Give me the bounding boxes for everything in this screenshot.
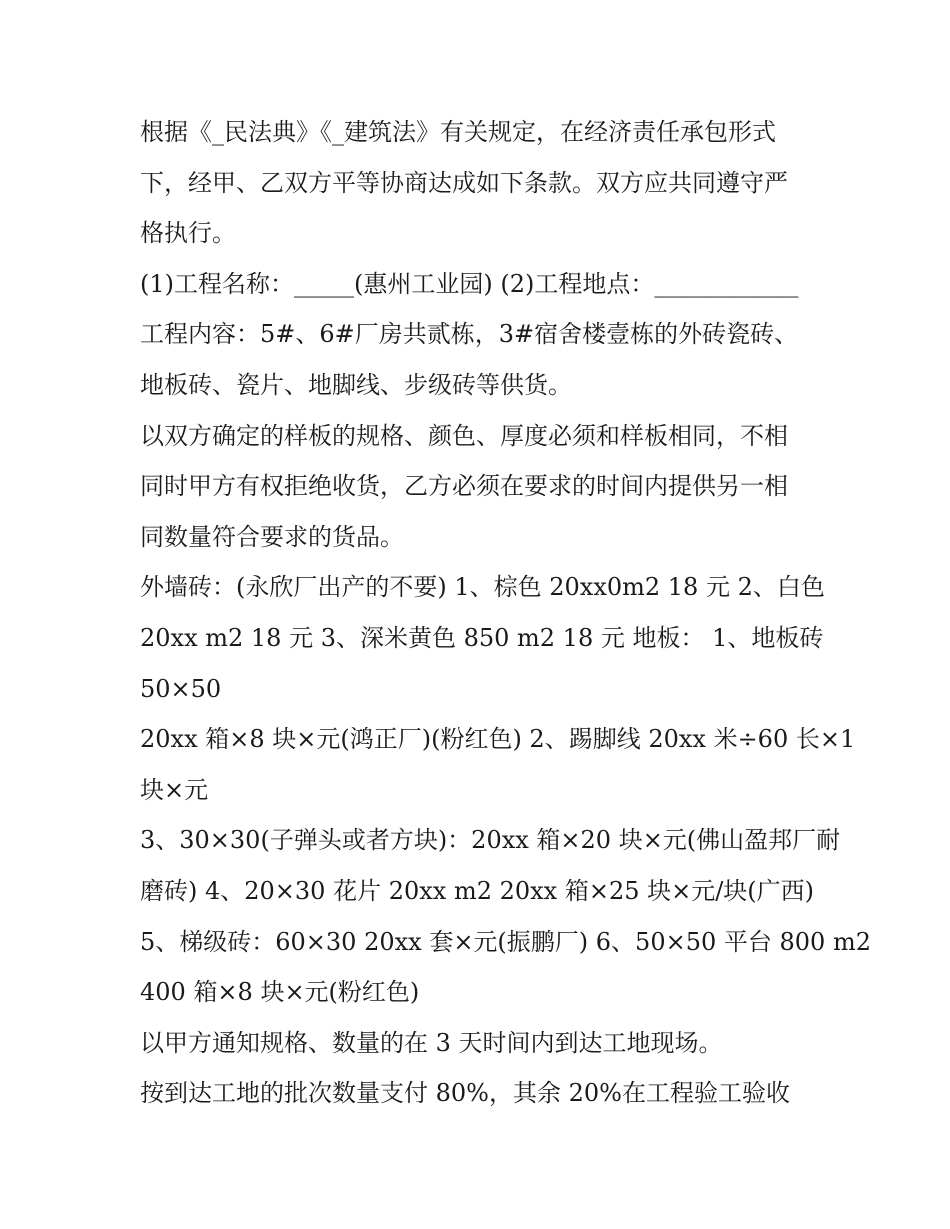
text-line: 20xx m2 18 元 3、深米黄色 850 m2 18 元 地板： 1、地板砖 xyxy=(140,623,824,652)
text-line: 50×50 xyxy=(140,674,222,703)
text-line: 3、30×30(子弹头或者方块)：20xx 箱×20 块×元(佛山盈邦厂耐 xyxy=(140,826,841,855)
text-line: (1)工程名称：_____(惠州工业园) (2)工程地点：____________ xyxy=(140,269,799,298)
text-line: 块×元 xyxy=(140,775,209,804)
text-line: 格执行。 xyxy=(140,219,236,248)
text-line: 工程内容：5#、6#厂房共贰栋，3#宿舍楼壹栋的外砖瓷砖、 xyxy=(140,320,799,349)
text-line: 同数量符合要求的货品。 xyxy=(140,522,404,551)
text-line: 外墙砖：(永欣厂出产的不要) 1、棕色 20xx0m2 18 元 2、白色 xyxy=(140,573,825,602)
text-line: 20xx 箱×8 块×元(鸿正厂)(粉红色) 2、踢脚线 20xx 米÷60 长×1 xyxy=(140,725,856,754)
text-line: 下，经甲、乙双方平等协商达成如下条款。双方应共同遵守严 xyxy=(140,168,788,197)
text-line: 同时甲方有权拒绝收货，乙方必须在要求的时间内提供另一相 xyxy=(140,472,788,501)
text-line: 以甲方通知规格、数量的在 3 天时间内到达工地现场。 xyxy=(140,1028,723,1057)
text-line: 地板砖、瓷片、地脚线、步级砖等供货。 xyxy=(140,370,572,399)
text-line: 400 箱×8 块×元(粉红色) xyxy=(140,978,420,1007)
text-line: 按到达工地的批次数量支付 80%，其余 20%在工程验工验收 xyxy=(140,1079,790,1108)
text-line: 以双方确定的样板的规格、颜色、厚度必须和样板相同，不相 xyxy=(140,421,788,450)
body-text xyxy=(140,107,871,1119)
text-line: 磨砖) 4、20×30 花片 20xx m2 20xx 箱×25 块×元/块(广西) xyxy=(140,876,815,905)
text-line: 根据《_民法典》《_建筑法》有关规定，在经济责任承包形式 xyxy=(140,118,776,146)
text-line: 5、梯级砖：60×30 20xx 套×元(振鹏厂) 6、50×50 平台 800 m2 xyxy=(140,927,871,956)
